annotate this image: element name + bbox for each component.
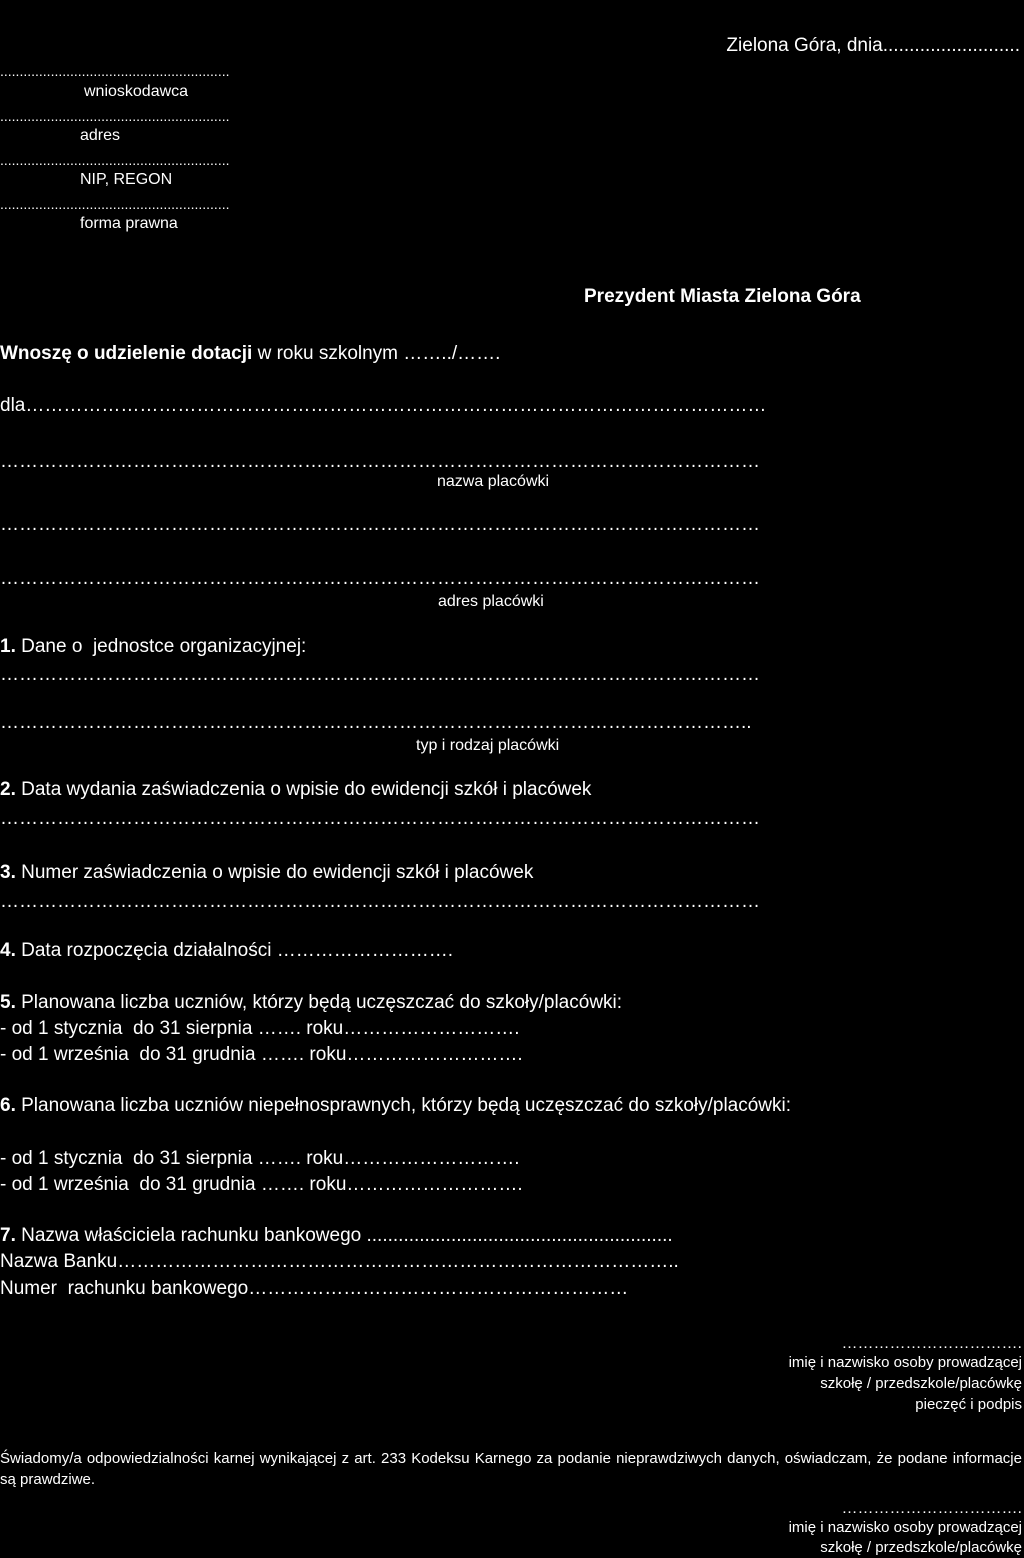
signature-1-dots: ……………………………. xyxy=(841,1335,1022,1352)
signature-2-dots: ……………………………. xyxy=(841,1500,1022,1517)
section-4-number: 4. xyxy=(0,940,16,961)
applicant-label: wnioskodawca xyxy=(84,83,189,100)
section-1-line2: ……………………………………………………………………………………………………….. xyxy=(0,712,752,733)
institution-name-label: nazwa placówki xyxy=(437,473,550,490)
address-label: adres xyxy=(80,127,121,144)
section-6-heading xyxy=(0,1096,791,1115)
bank-account-line: Numer rachunku bankowego…………………………………………………… xyxy=(0,1278,629,1299)
section-3-text: Numer zaświadczenia o wpisie do ewidencji szkół i placówek xyxy=(15,862,534,883)
section-1-text: Dane o jednostce organizacyjnej: xyxy=(15,636,307,657)
signature-1-line2: szkołę / przedszkole/placówkę xyxy=(820,1375,1022,1392)
section-1-line1: ………………………………………………………………………………………………………… xyxy=(0,664,760,685)
signature-1-line1: imię i nazwisko osoby prowadzącej xyxy=(788,1354,1022,1371)
section-7-text: Nazwa właściciela rachunku bankowego .......................................................... xyxy=(15,1225,673,1246)
section-6-sep-dec: - od 1 września do 31 grudnia ……. roku………………………. xyxy=(0,1174,523,1195)
section-1-heading xyxy=(0,637,306,656)
section-3-heading xyxy=(0,863,533,882)
section-5-jan-aug: - od 1 stycznia do 31 sierpnia ……. roku………………………. xyxy=(0,1018,520,1039)
section-5-sep-dec: - od 1 września do 31 grudnia ……. roku………………………. xyxy=(0,1044,523,1065)
section-7-heading xyxy=(0,1226,673,1245)
section-5-text: Planowana liczba uczniów, którzy będą uczęszczać do szkoły/placówki: xyxy=(15,992,623,1013)
request-line xyxy=(0,344,500,363)
addressee: Prezydent Miasta Zielona Góra xyxy=(584,286,861,307)
section-6-number: 6. xyxy=(0,1095,16,1116)
request-name-line: ………………………………………………………………………………………………………… xyxy=(0,451,760,472)
request-address-line1: ………………………………………………………………………………………………………… xyxy=(0,514,760,535)
section-7-number: 7. xyxy=(0,1225,16,1246)
signature-2-line1: imię i nazwisko osoby prowadzącej xyxy=(788,1519,1022,1536)
request-dla-line: dla……………………………………………………………………………………………………… xyxy=(0,395,767,416)
address-dots: ........................................................... xyxy=(0,108,230,124)
bank-name-line: Nazwa Banku…………………………………………………………………………….. xyxy=(0,1251,679,1272)
declaration: Świadomy/a odpowiedzialności karnej wynikającej z art. 233 Kodeksu Karnego za podanie nieprawdziwych danych, oświadczam, że podane informacje są prawdziwe. xyxy=(0,1450,1022,1488)
legal-form-label: forma prawna xyxy=(80,215,178,232)
section-3-line: ………………………………………………………………………………………………………… xyxy=(0,891,760,912)
section-5-heading xyxy=(0,993,622,1012)
request-rest: w roku szkolnym ……../……. xyxy=(252,343,501,364)
section-6-text: Planowana liczba uczniów niepełnosprawnych, którzy będą uczęszczać do szkoły/placówki: xyxy=(15,1095,792,1116)
applicant-dots: ........................................................... xyxy=(0,63,230,79)
section-6-jan-aug: - od 1 stycznia do 31 sierpnia ……. roku………………………. xyxy=(0,1148,520,1169)
institution-address-label: adres placówki xyxy=(438,593,544,610)
section-2-heading xyxy=(0,780,591,799)
section-3-number: 3. xyxy=(0,862,16,883)
section-2-line: ………………………………………………………………………………………………………… xyxy=(0,808,760,829)
institution-type-label: typ i rodzaj placówki xyxy=(416,737,560,754)
request-bold: Wnoszę o udzielenie dotacji xyxy=(0,343,253,364)
nip-label: NIP, REGON xyxy=(80,171,173,188)
signature-1-line3: pieczęć i podpis xyxy=(915,1396,1022,1413)
section-2-number: 2. xyxy=(0,779,16,800)
section-5-number: 5. xyxy=(0,992,16,1013)
nip-dots: ........................................................... xyxy=(0,152,230,168)
signature-2-line2: szkołę / przedszkole/placówkę xyxy=(820,1539,1022,1556)
legal-form-dots: ........................................................... xyxy=(0,196,230,212)
section-4-heading xyxy=(0,941,453,960)
section-1-number: 1. xyxy=(0,636,16,657)
request-address-line2: ………………………………………………………………………………………………………… xyxy=(0,568,760,589)
section-4-text: Data rozpoczęcia działalności ………………………. xyxy=(15,940,453,961)
place-date: Zielona Góra, dnia.......................... xyxy=(726,35,1020,56)
section-2-text: Data wydania zaświadczenia o wpisie do ewidencji szkół i placówek xyxy=(15,779,592,800)
